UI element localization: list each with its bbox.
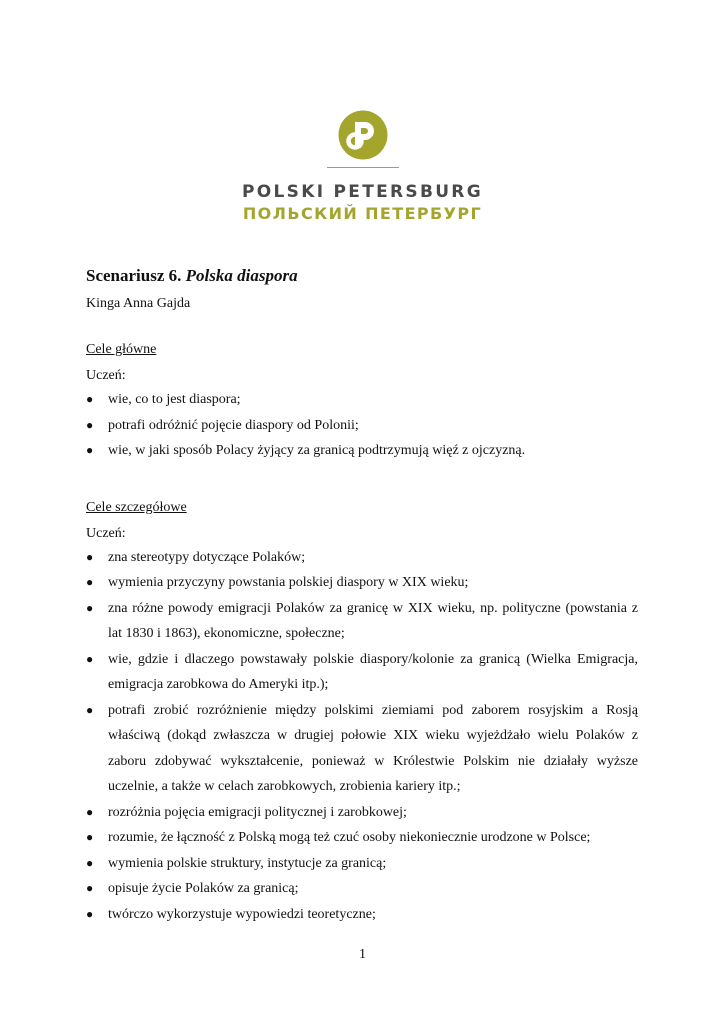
bullet-icon: ● [86,881,94,895]
list-item-text: zna stereotypy dotyczące Polaków; [108,549,306,565]
bullet-icon: ● [86,392,94,406]
list-item-text: twórczo wykorzystuje wypowiedzi teoretyczne; [108,906,376,922]
section-intro: Uczeń: [86,368,126,383]
list-item [86,902,638,928]
list-item-text: wymienia polskie struktury, instytucje za granicą; [108,855,387,871]
list-item-text: wie, co to jest diaspora; [108,392,241,407]
list-item [86,387,638,413]
page-number: 1 [359,947,366,962]
logo-divider [327,167,399,168]
title-prefix: Scenariusz 6. [86,266,182,285]
author: Kinga Anna Gajda [86,296,191,311]
list-item [86,876,638,902]
list-item-text: rozumie, że łączność z Polską mogą też czuć osoby niekoniecznie urodzone w Polsce; [108,830,591,845]
logo-title-latin: POLSKI PETERSBURG [242,182,483,202]
pp-monogram-icon [338,110,388,160]
bullet-icon: ● [86,651,94,666]
list-item-text: potrafi zrobić rozróżnienie między polskimi ziemiami pod zaborem rosyjskim a Rosją właściwą (dokąd zwłaszcza w drugiej połowie XIX wieku wyjeżdżało wielu Polaków z zaboru zdobywać wykształcenie, ponieważ w Królestwie Polskim nie działały wyższe uczelnie, a także w celach zarobkowych, zrobienia kariery itp.; [108,702,638,794]
bullet-icon: ● [86,575,94,589]
bullet-icon: ● [86,443,94,457]
list-item-text: wymienia przyczyny powstania polskiej diaspory w XIX wieku; [108,575,469,590]
logo-title-cyrillic: ПОЛЬСКИЙ ПЕТЕРБУРГ [242,204,483,223]
title-italic: Polska diaspora [185,266,298,285]
bullet-icon: ● [86,600,94,615]
bullet-icon: ● [86,804,94,819]
list-item [86,438,638,464]
list-item-text: opisuje życie Polaków za granicą; [108,881,299,896]
bullet-icon: ● [86,906,94,921]
list-item [86,698,638,800]
section-heading-detailed-goals: Cele szczegółowe [86,499,187,515]
list-item-text: wie, gdzie i dlaczego powstawały polskie diaspory/kolonie za granicą (Wielka Emigracja, emigracja zarobkowa do Ameryki itp.); [108,651,638,692]
section-intro: Uczeń: [86,525,126,541]
list-item-text: zna różne powody emigracji Polaków za granicę w XIX wieku, np. polityczne (powstania z lat 1830 i 1863), ekonomiczne, społeczne; [108,600,638,641]
main-goals-list [86,387,638,464]
bullet-icon: ● [86,417,94,432]
list-item [86,545,638,571]
bullet-icon: ● [86,549,94,564]
logo [0,110,725,223]
list-item [86,800,638,826]
list-item-text: wie, w jaki sposób Polacy żyjący za granicą podtrzymują więź z ojczyzną. [108,443,526,458]
section-heading-main-goals: Cele główne [86,342,157,357]
list-item [86,570,638,596]
bullet-icon: ● [86,830,94,844]
list-item-text: rozróżnia pojęcia emigracji politycznej i zarobkowej; [108,804,407,820]
list-item [86,413,638,439]
detailed-goals-list [86,545,638,928]
list-item [86,825,638,851]
list-item-text: potrafi odróżnić pojęcie diaspory od Polonii; [108,417,359,433]
bullet-icon: ● [86,702,94,717]
list-item [86,647,638,698]
bullet-icon: ● [86,855,94,870]
document-body [86,264,638,927]
list-item [86,596,638,647]
scenario-title [86,264,638,288]
list-item [86,851,638,877]
